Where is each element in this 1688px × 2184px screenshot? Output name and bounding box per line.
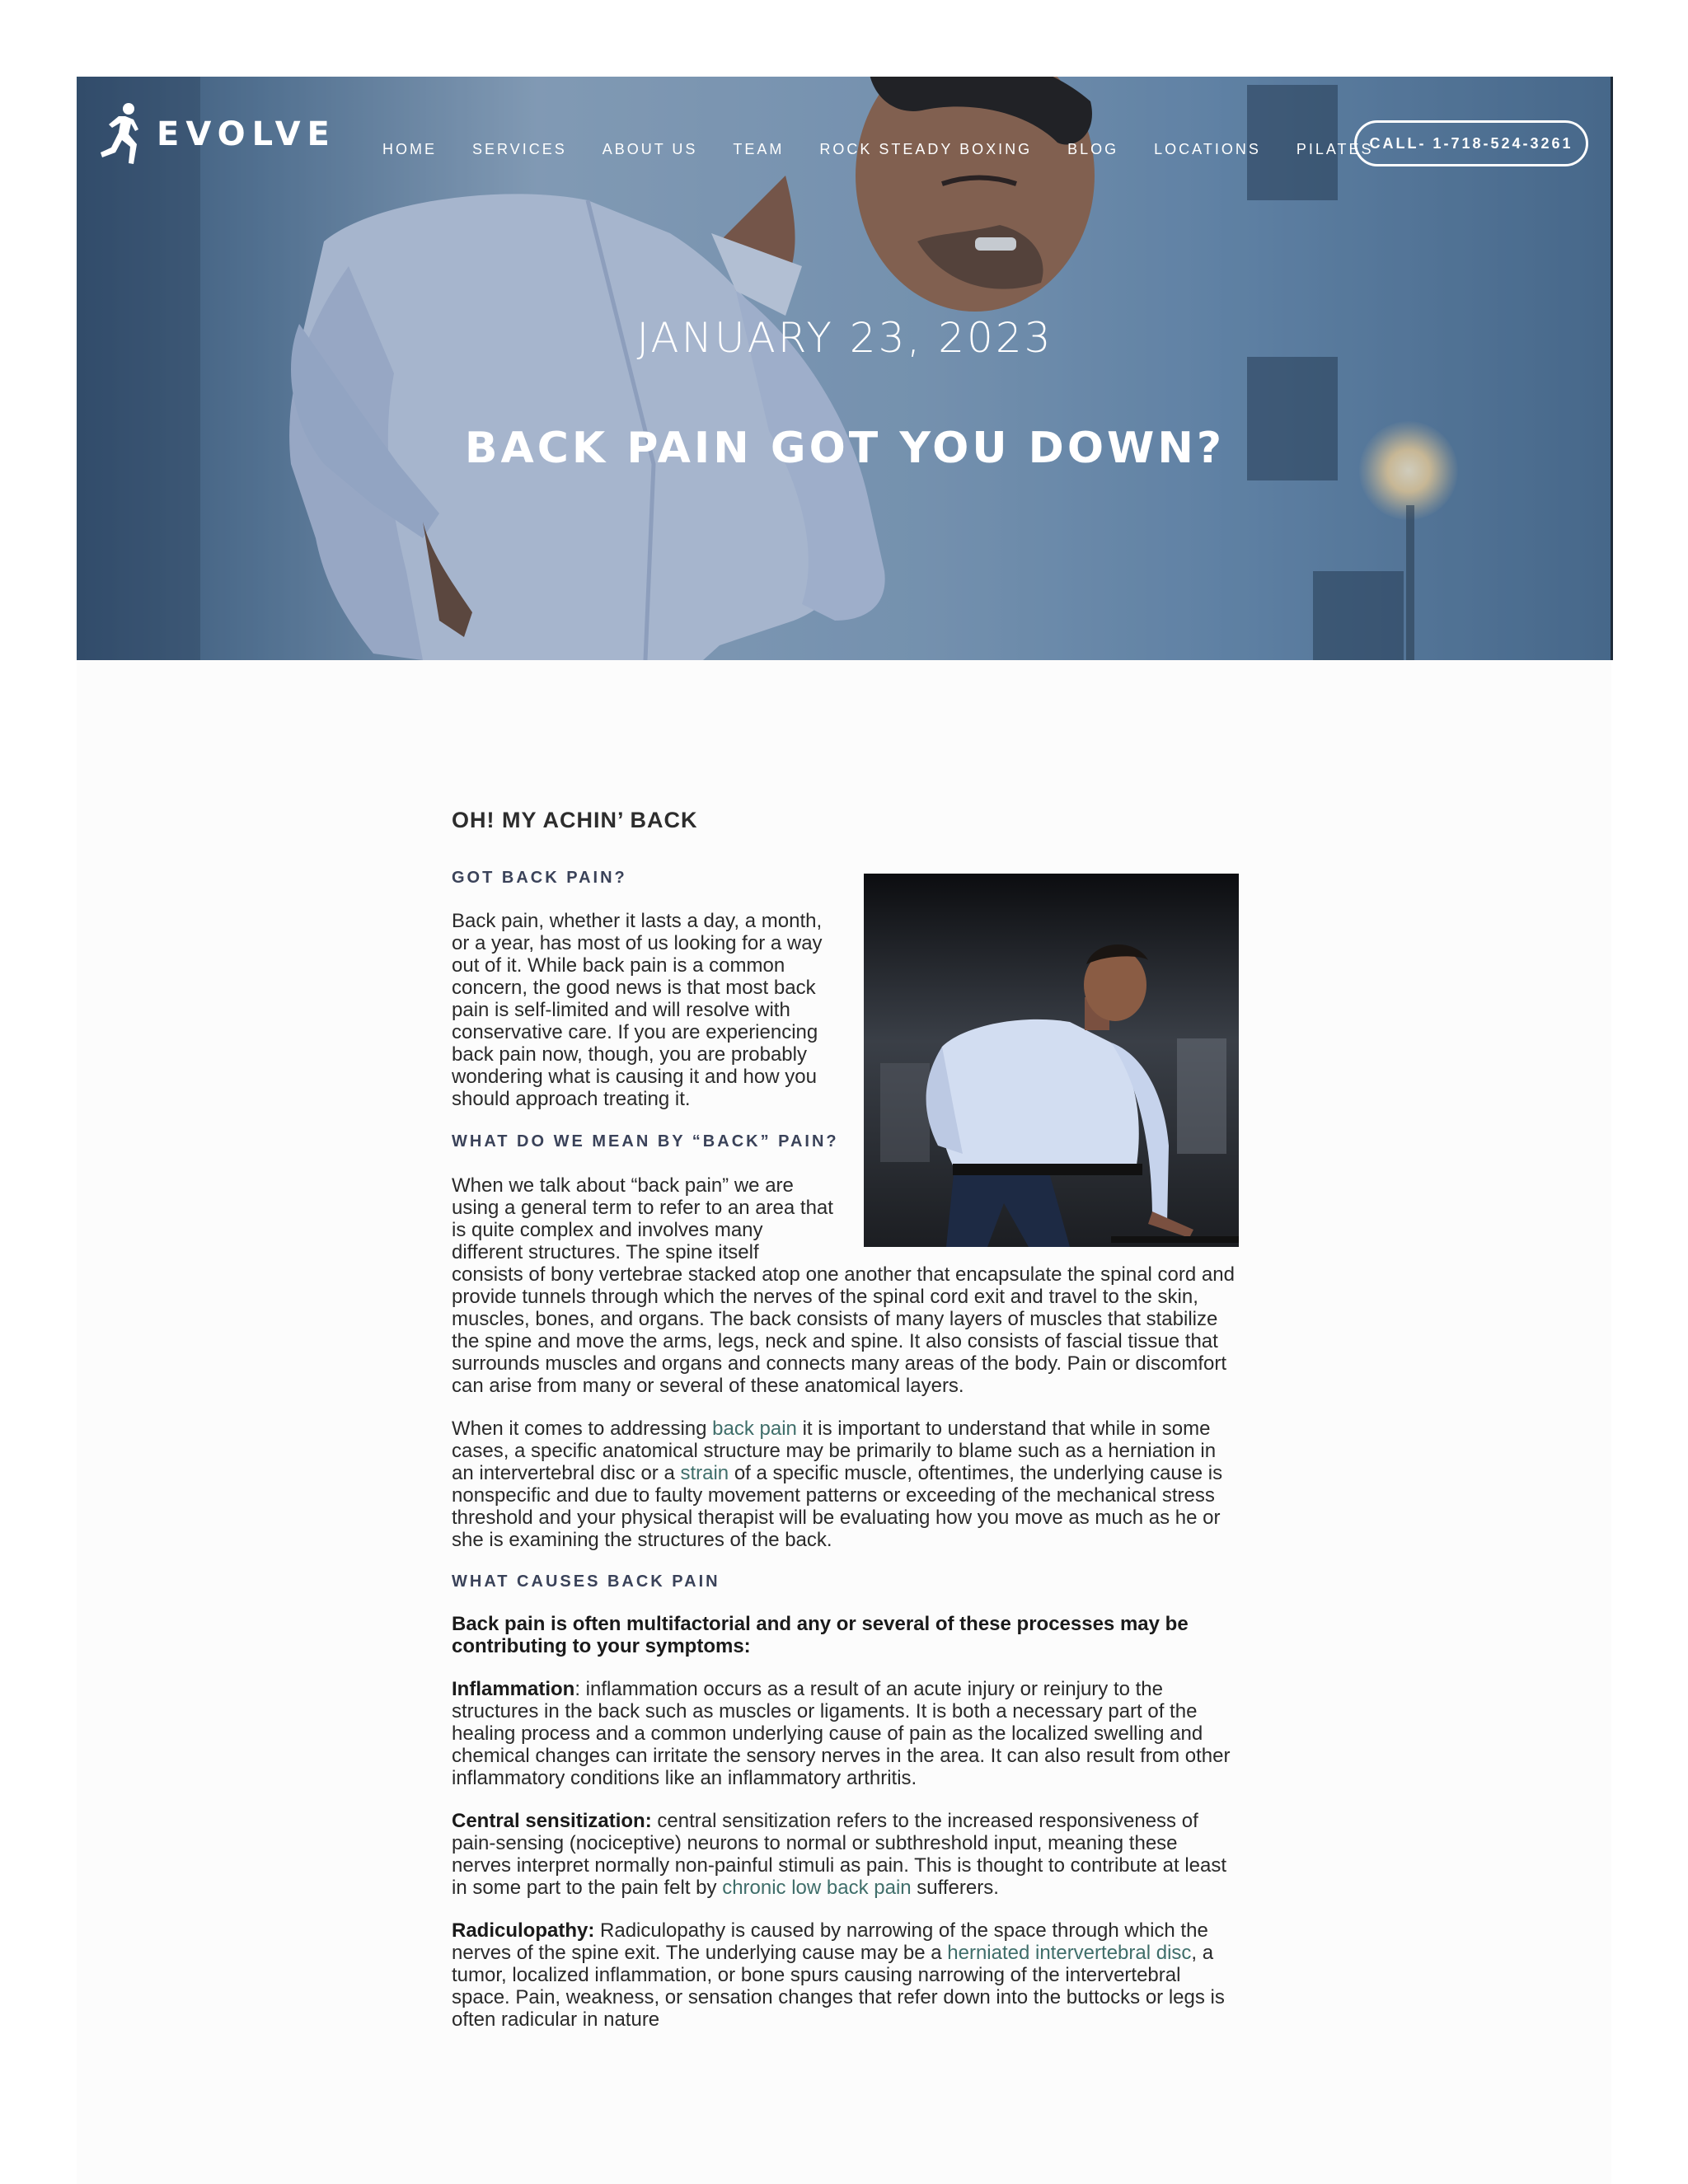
paragraph-radiculopathy: [452, 1919, 1239, 2031]
nav-home[interactable]: HOME: [382, 140, 437, 157]
paragraph-inflammation: [452, 1678, 1239, 1789]
section-heading-what-causes: WHAT CAUSES BACK PAIN: [452, 1572, 720, 1591]
paragraph-addressing-back-pain: [452, 1418, 1239, 1551]
text-fragment: of a specific muscle, oftentimes, the underlying cause is nonspecific and due to faulty movement patterns or exceeding of the mechanical stress threshold and your physical therapist will be evaluating how you move as much as he or she is examining the structures of the back.: [452, 1462, 1223, 1551]
paragraph-back-pain-definition-part1: When we talk about “back pain” we are using a general term to refer to an area that is quite complex and involves many different structures. The spine itself: [452, 1174, 833, 1263]
section-heading-got-back-pain: GOT BACK PAIN?: [452, 869, 627, 887]
term-radiculopathy: Radiculopathy:: [452, 1919, 595, 1942]
text-fragment: central sensitization refers to the increased responsiveness of pain-sensing (nociceptive) neurons to normal or subthreshold input, meaning these nerves interpret normally non-painful stimuli as pain. This is thought to contribute at least in some part to the pain felt by: [452, 1810, 1227, 1899]
back-pain-photo: [864, 874, 1239, 1247]
nav-blog[interactable]: BLOG: [1067, 140, 1119, 157]
paragraph-central-sensitization: [452, 1810, 1239, 1899]
text-fragment: : inflammation occurs as a result of an acute injury or reinjury to the structures in the back such as muscles or ligaments. It is both a necessary part of the healing process and a common underlying cause of pain as the localized swelling and chemical changes can irritate the sensory nerves in the area. It can also result from other inflammatory conditions like an inflammatory arthritis.: [452, 1678, 1231, 1789]
nav-locations[interactable]: LOCATIONS: [1154, 140, 1261, 157]
nav-about-us[interactable]: ABOUT US: [602, 140, 698, 157]
term-central-sensitization: Central sensitization:: [452, 1810, 652, 1832]
post-date: JANUARY 23, 2023: [636, 314, 1053, 362]
intro-column: [452, 869, 839, 1263]
section-heading-what-do-we-mean: WHAT DO WE MEAN BY “BACK” PAIN?: [452, 1132, 839, 1151]
text-fragment: , a tumor, localized inflammation, or bone spurs causing narrowing of the intervertebral space. Pain, weakness, or sensation changes that refer down into the buttocks or legs is often radicular in nature: [452, 1942, 1225, 2031]
logo-text: EVOLVE: [157, 115, 336, 153]
link-strain[interactable]: strain: [680, 1462, 729, 1484]
link-herniated-disc[interactable]: herniated intervertebral disc: [947, 1942, 1192, 1964]
main-navigation: [382, 134, 1409, 164]
article-title: OH! MY ACHIN’ BACK: [452, 808, 698, 832]
article-image: [864, 874, 1239, 1247]
nav-pilates[interactable]: PILATES: [1296, 140, 1374, 157]
hero-banner: [77, 77, 1613, 660]
site-logo[interactable]: [97, 101, 336, 167]
article-body: [452, 808, 1239, 2031]
text-fragment: it is important to understand that while in some cases, a specific anatomical structure may be primarily to blame such as a herniation in an intervertebral disc or a: [452, 1418, 1217, 1484]
hero-edge-line: [1611, 77, 1613, 660]
paragraph-back-pain-definition-part2: consists of bony vertebrae stacked atop one another that encapsulate the spinal cord and provide tunnels through which the nerves of the spinal cord exit and travel to the skin, muscles, bones, and organs. The back consists of many layers of muscles that stabilize the spine and move the arms, legs, neck and spine. It also consists of fascial tissue that surrounds muscles and organs and connects many areas of the body. Pain or discomfort can arise from many or several of these anatomical layers.: [452, 1263, 1235, 1397]
call-phone-button[interactable]: CALL- 1-718-524-3261: [1354, 120, 1588, 166]
text-fragment: Radiculopathy is caused by narrowing of the space through which the nerves of the spine exit. The underlying cause may be a: [452, 1919, 1208, 1964]
term-inflammation: Inflammation: [452, 1678, 575, 1700]
running-man-logo-icon: [97, 101, 148, 167]
text-fragment: sufferers.: [911, 1877, 999, 1899]
link-back-pain[interactable]: back pain: [712, 1418, 797, 1440]
post-title: BACK PAIN GOT YOU DOWN?: [464, 423, 1226, 473]
paragraph-intro: Back pain, whether it lasts a day, a month, or a year, has most of us looking for a way out of it. While back pain is a common concern, the good news is that most back pain is self-limited and will resolve with conservative care. If you are experiencing back pain now, though, you are probably wondering what is causing it and how you should approach treating it.: [452, 910, 823, 1110]
link-chronic-low-back-pain[interactable]: chronic low back pain: [722, 1877, 912, 1899]
text-fragment: When it comes to addressing: [452, 1418, 713, 1440]
nav-services[interactable]: SERVICES: [472, 140, 567, 157]
nav-team[interactable]: TEAM: [733, 140, 785, 157]
nav-rock-steady-boxing[interactable]: ROCK STEADY BOXING: [819, 140, 1033, 157]
paragraph-causes-intro: Back pain is often multifactorial and any or several of these processes may be contributing to your symptoms:: [452, 1613, 1189, 1657]
